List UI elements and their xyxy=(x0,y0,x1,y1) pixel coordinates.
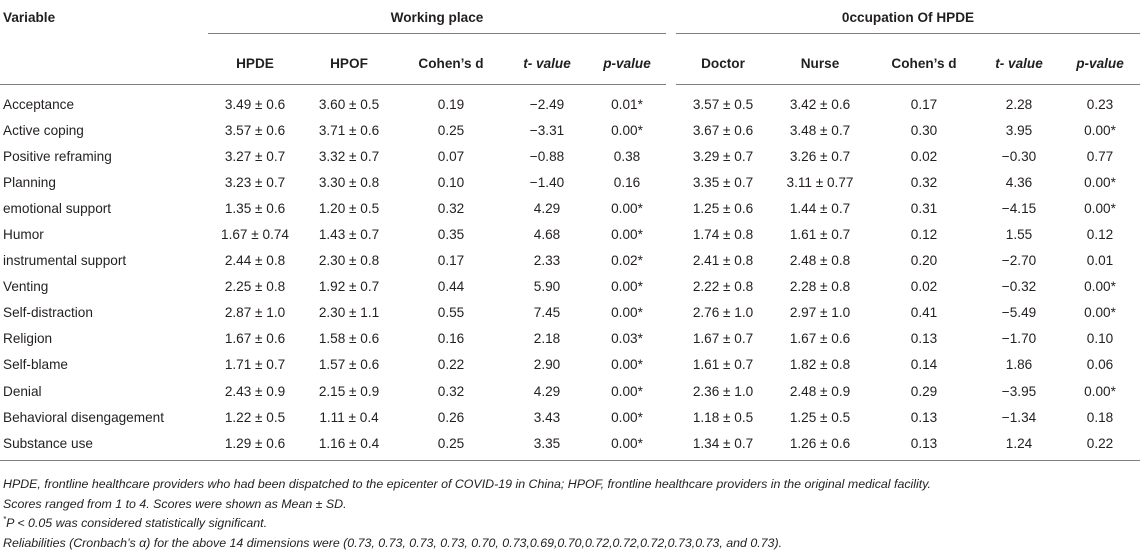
mean-sd-a: 2.76 ± 1.0 xyxy=(692,305,754,321)
t-value-cell: −1.34 xyxy=(1001,409,1037,425)
mean-sd-b: 2.48 ± 0.8 xyxy=(789,253,851,269)
mean-sd-a: 1.35 ± 0.6 xyxy=(224,200,286,216)
cohens-d-cell: 0.32 xyxy=(437,383,465,399)
cohens-d-cell: 0.25 xyxy=(396,430,506,461)
p-value-cell: 0.77 xyxy=(1086,148,1114,164)
p-value-cell: 0.00* xyxy=(1084,174,1116,190)
mean-sd-b: 1.67 ± 0.6 xyxy=(789,331,851,347)
col-doctor: Doctor xyxy=(676,42,770,85)
mean-sd-a: 3.23 ± 0.7 xyxy=(224,174,286,190)
mean-sd-b: 2.97 ± 1.0 xyxy=(789,305,851,321)
cohens-d-cell: 0.41 xyxy=(910,305,938,321)
p-value-cell: 0.00* xyxy=(611,122,643,138)
column-gap xyxy=(666,195,676,221)
mean-sd-a: 2.44 ± 0.8 xyxy=(224,253,286,269)
table-row xyxy=(0,326,1140,352)
cohens-d-cell: 0.30 xyxy=(910,122,938,138)
p-value-cell: 0.00* xyxy=(611,305,643,321)
table-row xyxy=(0,248,1140,274)
mean-sd-b: 1.25 ± 0.5 xyxy=(789,409,851,425)
col-nurse: Nurse xyxy=(770,42,870,85)
mean-sd-a: 1.67 ± 0.7 xyxy=(692,331,754,347)
t-value-cell: −1.40 xyxy=(529,174,565,190)
footnote-reliability: Reliabilities (Cronbach’s α) for the above 14 dimensions were (0.73, 0.73, 0.73, 0.73, 0.70, 0.73,0.69,0.70,0.72,0.72,0.72,0.73,0.73, and 0.73). xyxy=(3,535,783,550)
p-value-cell: 0.06 xyxy=(1086,357,1114,373)
p-value-cell: 0.00* xyxy=(611,383,643,399)
col-t-value: t- value xyxy=(506,42,588,85)
p-value-cell: 0.00* xyxy=(588,430,666,461)
mean-sd-b: 3.71 ± 0.6 xyxy=(318,122,380,138)
mean-sd-b: 1.82 ± 0.8 xyxy=(789,357,851,373)
mean-sd-a: 1.74 ± 0.8 xyxy=(692,227,754,243)
t-value-cell: 2.18 xyxy=(533,331,561,347)
cohens-d-cell: 0.25 xyxy=(437,122,465,138)
row-label: Substance use xyxy=(0,430,208,461)
column-gap xyxy=(666,85,676,118)
col-hpof: HPOF xyxy=(302,42,396,85)
p-value-cell: 0.23 xyxy=(1086,96,1114,112)
col-p-value: p-value xyxy=(588,42,666,85)
p-value-cell: 0.18 xyxy=(1086,409,1114,425)
t-value-cell: −0.30 xyxy=(1001,148,1037,164)
p-value-cell: 0.00* xyxy=(1084,122,1116,138)
p-value-cell: 0.00* xyxy=(611,279,643,295)
row-label: Denial xyxy=(3,383,42,399)
p-value-cell: 0.03* xyxy=(611,331,643,347)
cohens-d-cell: 0.12 xyxy=(910,227,938,243)
table-row xyxy=(0,85,1140,118)
cohens-d-cell: 0.17 xyxy=(437,253,465,269)
footnote-abbreviations: HPDE, frontline healthcare providers who had been dispatched to the epicenter of COVID-19 in China; HPOF, frontline healthcare providers in the original medical facility. xyxy=(3,477,931,491)
mean-sd-b: 3.30 ± 0.8 xyxy=(318,174,380,190)
mean-sd-a: 2.22 ± 0.8 xyxy=(692,279,754,295)
column-gap xyxy=(666,352,676,378)
t-value-cell: 1.55 xyxy=(1005,227,1033,243)
table-row xyxy=(0,430,1140,461)
mean-sd-a: 3.57 ± 0.5 xyxy=(692,96,754,112)
mean-sd-b: 2.15 ± 0.9 xyxy=(318,383,380,399)
cohens-d-cell: 0.26 xyxy=(437,409,465,425)
col-p-value: p-value xyxy=(1060,42,1140,85)
mean-sd-b: 3.11 ± 0.77 xyxy=(786,174,854,190)
mean-sd-a: 2.36 ± 1.0 xyxy=(692,383,754,399)
variable-header: Variable xyxy=(3,10,56,25)
coping-strategies-table xyxy=(0,7,1140,461)
t-value-cell: 1.86 xyxy=(1005,357,1033,373)
cohens-d-cell: 0.19 xyxy=(437,96,465,112)
mean-sd-a: 1.22 ± 0.5 xyxy=(224,409,286,425)
column-gap xyxy=(666,326,676,352)
t-value-cell: 4.68 xyxy=(533,227,561,243)
working-place-header: Working place xyxy=(208,7,666,42)
row-label: emotional support xyxy=(3,200,112,216)
p-value-cell: 0.00* xyxy=(1084,279,1116,295)
t-value-cell: −5.49 xyxy=(1001,305,1037,321)
col-hpde: HPDE xyxy=(208,42,302,85)
mean-sd-a: 1.34 ± 0.7 xyxy=(676,430,770,461)
cohens-d-cell: 0.02 xyxy=(910,279,938,295)
mean-sd-b: 1.11 ± 0.4 xyxy=(319,409,379,425)
p-value-cell: 0.00* xyxy=(1084,200,1116,216)
mean-sd-a: 3.49 ± 0.6 xyxy=(224,96,286,112)
table-row xyxy=(0,300,1140,326)
mean-sd-b: 1.61 ± 0.7 xyxy=(789,227,851,243)
mean-sd-a: 2.43 ± 0.9 xyxy=(224,383,286,399)
t-value-cell: −3.31 xyxy=(529,122,565,138)
t-value-cell: 1.24 xyxy=(978,430,1060,461)
t-value-cell: 4.29 xyxy=(533,200,561,216)
mean-sd-b: 1.16 ± 0.4 xyxy=(302,430,396,461)
cohens-d-cell: 0.29 xyxy=(910,383,938,399)
column-gap xyxy=(666,300,676,326)
t-value-cell: 4.29 xyxy=(533,383,561,399)
p-value-cell: 0.00* xyxy=(611,357,643,373)
row-label: Active coping xyxy=(3,122,84,138)
t-value-cell: 5.90 xyxy=(533,279,561,295)
mean-sd-a: 1.18 ± 0.5 xyxy=(692,409,754,425)
mean-sd-b: 1.43 ± 0.7 xyxy=(318,227,380,243)
mean-sd-a: 2.25 ± 0.8 xyxy=(224,279,286,295)
mean-sd-b: 1.58 ± 0.6 xyxy=(318,331,380,347)
mean-sd-b: 3.32 ± 0.7 xyxy=(318,148,380,164)
mean-sd-a: 1.25 ± 0.6 xyxy=(692,200,754,216)
t-value-cell: −0.32 xyxy=(1001,279,1037,295)
mean-sd-b: 1.92 ± 0.7 xyxy=(318,279,380,295)
row-label: Venting xyxy=(3,279,49,295)
column-gap xyxy=(666,169,676,195)
t-value-cell: −2.70 xyxy=(1001,253,1037,269)
mean-sd-a: 1.67 ± 0.74 xyxy=(221,227,289,243)
column-gap xyxy=(666,430,676,461)
p-value-cell: 0.12 xyxy=(1086,227,1114,243)
cohens-d-cell: 0.22 xyxy=(437,357,465,373)
column-gap xyxy=(666,221,676,247)
p-value-cell: 0.00* xyxy=(1084,383,1116,399)
table-row xyxy=(0,221,1140,247)
t-value-cell: 3.43 xyxy=(533,409,561,425)
cohens-d-cell: 0.20 xyxy=(910,253,938,269)
mean-sd-a: 1.71 ± 0.7 xyxy=(224,357,286,373)
mean-sd-a: 1.29 ± 0.6 xyxy=(208,430,302,461)
mean-sd-a: 2.87 ± 1.0 xyxy=(224,305,286,321)
t-value-cell: −1.70 xyxy=(1001,331,1037,347)
col-t-value: t- value xyxy=(978,42,1060,85)
t-value-cell: −0.88 xyxy=(529,148,565,164)
row-label: Behavioral disengagement xyxy=(3,409,164,425)
row-label: Acceptance xyxy=(3,96,75,112)
mean-sd-b: 2.30 ± 0.8 xyxy=(318,253,380,269)
t-value-cell: −2.49 xyxy=(529,96,565,112)
cohens-d-cell: 0.17 xyxy=(910,96,938,112)
mean-sd-b: 2.48 ± 0.9 xyxy=(789,383,851,399)
table-row xyxy=(0,143,1140,169)
p-value-cell: 0.00* xyxy=(611,227,643,243)
table-footnotes xyxy=(3,475,931,553)
cohens-d-cell: 0.31 xyxy=(910,200,938,216)
col-cohens-d: Cohen’s d xyxy=(870,42,978,85)
mean-sd-a: 1.67 ± 0.6 xyxy=(224,331,286,347)
p-value-cell: 0.00* xyxy=(611,409,643,425)
mean-sd-b: 2.30 ± 1.1 xyxy=(318,305,380,321)
mean-sd-a: 1.61 ± 0.7 xyxy=(692,357,754,373)
t-value-cell: −3.95 xyxy=(1001,383,1037,399)
mean-sd-b: 3.26 ± 0.7 xyxy=(789,148,851,164)
cohens-d-cell: 0.02 xyxy=(910,148,938,164)
cohens-d-cell: 0.10 xyxy=(437,174,465,190)
column-gap xyxy=(666,378,676,404)
p-value-cell: 0.00* xyxy=(1084,305,1116,321)
t-value-cell: 4.36 xyxy=(1005,174,1033,190)
mean-sd-a: 3.67 ± 0.6 xyxy=(692,122,754,138)
row-label: Religion xyxy=(3,331,53,347)
t-value-cell: 2.28 xyxy=(1005,96,1033,112)
mean-sd-a: 2.41 ± 0.8 xyxy=(692,253,754,269)
col-cohens-d: Cohen’s d xyxy=(396,42,506,85)
footnote-significance: *P < 0.05 was considered statistically significant. xyxy=(3,515,268,531)
cohens-d-cell: 0.55 xyxy=(437,305,465,321)
t-value-cell: −4.15 xyxy=(1001,200,1037,216)
cohens-d-cell: 0.14 xyxy=(910,357,938,373)
cohens-d-cell: 0.44 xyxy=(437,279,465,295)
cohens-d-cell: 0.32 xyxy=(437,200,465,216)
t-value-cell: 2.90 xyxy=(533,357,561,373)
t-value-cell: 3.95 xyxy=(1005,122,1033,138)
cohens-d-cell: 0.13 xyxy=(910,331,938,347)
table-row xyxy=(0,169,1140,195)
column-gap xyxy=(666,274,676,300)
row-label: Positive reframing xyxy=(3,148,112,164)
table-row xyxy=(0,404,1140,430)
t-value-cell: 3.35 xyxy=(506,430,588,461)
cohens-d-cell: 0.13 xyxy=(870,430,978,461)
mean-sd-b: 2.28 ± 0.8 xyxy=(789,279,851,295)
occupation-header: 0ccupation Of HPDE xyxy=(676,7,1140,42)
mean-sd-a: 3.57 ± 0.6 xyxy=(224,122,286,138)
row-label: Self-distraction xyxy=(3,305,93,321)
table-row xyxy=(0,352,1140,378)
t-value-cell: 7.45 xyxy=(533,305,561,321)
table-row xyxy=(0,274,1140,300)
p-value-cell: 0.00* xyxy=(611,200,643,216)
p-value-cell: 0.16 xyxy=(613,174,641,190)
cohens-d-cell: 0.16 xyxy=(437,331,465,347)
mean-sd-b: 1.57 ± 0.6 xyxy=(318,357,380,373)
row-label: Planning xyxy=(3,174,56,190)
footnote-scores: Scores ranged from 1 to 4. Scores were shown as Mean ± SD. xyxy=(3,496,347,511)
table-row xyxy=(0,117,1140,143)
p-value-cell: 0.01* xyxy=(611,96,643,112)
column-gap xyxy=(666,248,676,274)
cohens-d-cell: 0.13 xyxy=(910,409,938,425)
table-row xyxy=(0,195,1140,221)
mean-sd-a: 3.29 ± 0.7 xyxy=(692,148,754,164)
cohens-d-cell: 0.32 xyxy=(910,174,938,190)
mean-sd-b: 1.44 ± 0.7 xyxy=(789,200,851,216)
p-value-cell: 0.38 xyxy=(613,148,641,164)
cohens-d-cell: 0.07 xyxy=(437,148,465,164)
mean-sd-b: 1.26 ± 0.6 xyxy=(770,430,870,461)
column-gap xyxy=(666,404,676,430)
column-gap xyxy=(666,117,676,143)
t-value-cell: 2.33 xyxy=(533,253,561,269)
p-value-cell: 0.01 xyxy=(1086,253,1114,269)
row-label: Humor xyxy=(3,227,44,243)
mean-sd-a: 3.35 ± 0.7 xyxy=(692,174,754,190)
row-label: Self-blame xyxy=(3,357,68,373)
column-gap xyxy=(666,143,676,169)
mean-sd-b: 3.42 ± 0.6 xyxy=(789,96,851,112)
mean-sd-b: 3.48 ± 0.7 xyxy=(789,122,851,138)
p-value-cell: 0.10 xyxy=(1086,331,1114,347)
mean-sd-a: 3.27 ± 0.7 xyxy=(224,148,286,164)
p-value-cell: 0.22 xyxy=(1060,430,1140,461)
p-value-cell: 0.02* xyxy=(611,253,643,269)
row-label: instrumental support xyxy=(3,253,127,269)
cohens-d-cell: 0.35 xyxy=(437,227,465,243)
table-row xyxy=(0,378,1140,404)
mean-sd-b: 1.20 ± 0.5 xyxy=(318,200,380,216)
mean-sd-b: 3.60 ± 0.5 xyxy=(318,96,380,112)
